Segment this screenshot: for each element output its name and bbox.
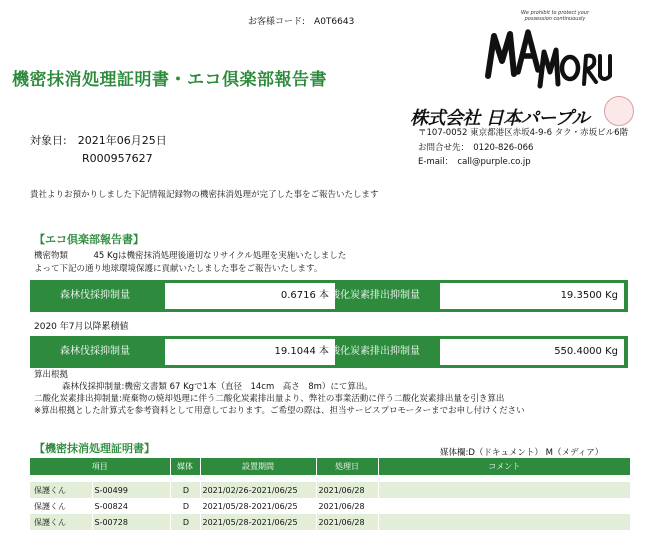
customer-code: お客様コード: A0T6643 xyxy=(248,17,355,27)
table-spacer xyxy=(30,475,630,482)
row-date: 2021/06/28 xyxy=(316,498,378,514)
company-name: 株式会社 日本パープル xyxy=(410,108,590,129)
cumulative-stats-box xyxy=(30,336,628,368)
forest-label: 森林伐採抑制量 xyxy=(60,346,130,357)
basis-title: 算出根拠 xyxy=(34,370,69,380)
table-row xyxy=(30,482,630,498)
basis-line: ※算出根拠とした計算式を参考資料として用意しております。ご希望の際は、担当サービスプロモーターまでお申し付けください xyxy=(34,406,525,416)
table-row xyxy=(30,514,630,530)
certificate-table xyxy=(30,458,630,530)
eco-summary-line: 機密物類 45 Kgは機密抹消処理後適切なリサイクル処理を実施いたしました xyxy=(34,251,347,261)
company-seal-icon xyxy=(604,96,634,126)
row-media: D xyxy=(170,514,200,530)
column-header-date: 処理日 xyxy=(316,458,378,475)
row-code: S-00728 xyxy=(92,514,170,530)
column-header-comment: コメント xyxy=(378,458,630,475)
row-name: 保護くん xyxy=(30,482,92,498)
row-comment xyxy=(378,482,630,498)
forest-label: 森林伐採抑制量 xyxy=(60,290,130,301)
row-date: 2021/06/28 xyxy=(316,514,378,530)
basis-line: 二酸化炭素排出抑制量:廃棄物の焼却処理に伴う二酸化炭素排出量より、弊社の事業活動に伴う二酸化炭素排出量を引き算出 xyxy=(34,394,505,404)
table-row xyxy=(30,498,630,514)
row-code: S-00824 xyxy=(92,498,170,514)
row-period: 2021/05/28-2021/06/25 xyxy=(200,498,316,514)
eco-club-heading: 【エコ倶楽部報告書】 xyxy=(34,233,144,246)
report-id: R000957627 xyxy=(82,152,153,165)
row-name: 保護くん xyxy=(30,514,92,530)
media-legend: 媒体欄:D（ドキュメント） M（メディア） xyxy=(440,448,604,458)
eco-summary-line: よって下記の通り地球環境保護に貢献いたしました事をご報告いたします。 xyxy=(34,264,323,274)
row-date: 2021/06/28 xyxy=(316,482,378,498)
co2-label: 二酸化炭素排出抑制量 xyxy=(320,346,420,357)
company-phone: お問合せ先： 0120-826-066 xyxy=(418,143,534,153)
column-header-period: 設置期間 xyxy=(200,458,316,475)
basis-line: 森林伐採抑制量:機密文書類 67 Kgで1本（直径 14cm 高さ 8m）にて算出。 xyxy=(62,382,373,392)
row-name: 保護くん xyxy=(30,498,92,514)
column-header-item: 項目 xyxy=(30,458,170,475)
row-comment xyxy=(378,514,630,530)
co2-label: 二酸化炭素排出抑制量 xyxy=(320,290,420,301)
mamoru-tagline: We prohibit to protect your possession continuously xyxy=(520,10,590,23)
row-media: D xyxy=(170,498,200,514)
intro-text: 貴社よりお預かりしました下記情報記録物の機密抹消処理が完了した事をご報告いたします xyxy=(30,190,379,200)
row-media: D xyxy=(170,482,200,498)
company-email: E-mail： call@purple.co.jp xyxy=(418,157,531,167)
row-period: 2021/02/26-2021/06/25 xyxy=(200,482,316,498)
row-period: 2021/05/28-2021/06/25 xyxy=(200,514,316,530)
row-comment xyxy=(378,498,630,514)
forest-value: 19.1044 本 xyxy=(165,339,335,365)
target-date: 対象日: 2021年06月25日 xyxy=(30,134,167,147)
co2-value: 19.3500 Kg xyxy=(440,283,624,309)
company-address: 〒107-0052 東京都港区赤坂4-9-6 タク・赤坂ビル6階 xyxy=(418,128,629,138)
document-title: 機密抹消処理証明書・エコ倶楽部報告書 xyxy=(12,70,327,90)
certificate-heading: 【機密抹消処理証明書】 xyxy=(34,442,155,455)
table-header-row xyxy=(30,458,630,475)
cumulative-heading: 2020 年7月以降累積値 xyxy=(34,322,129,332)
current-stats-box xyxy=(30,280,628,312)
row-code: S-00499 xyxy=(92,482,170,498)
co2-value: 550.4000 Kg xyxy=(440,339,624,365)
column-header-media: 媒体 xyxy=(170,458,200,475)
forest-value: 0.6716 本 xyxy=(165,283,335,309)
